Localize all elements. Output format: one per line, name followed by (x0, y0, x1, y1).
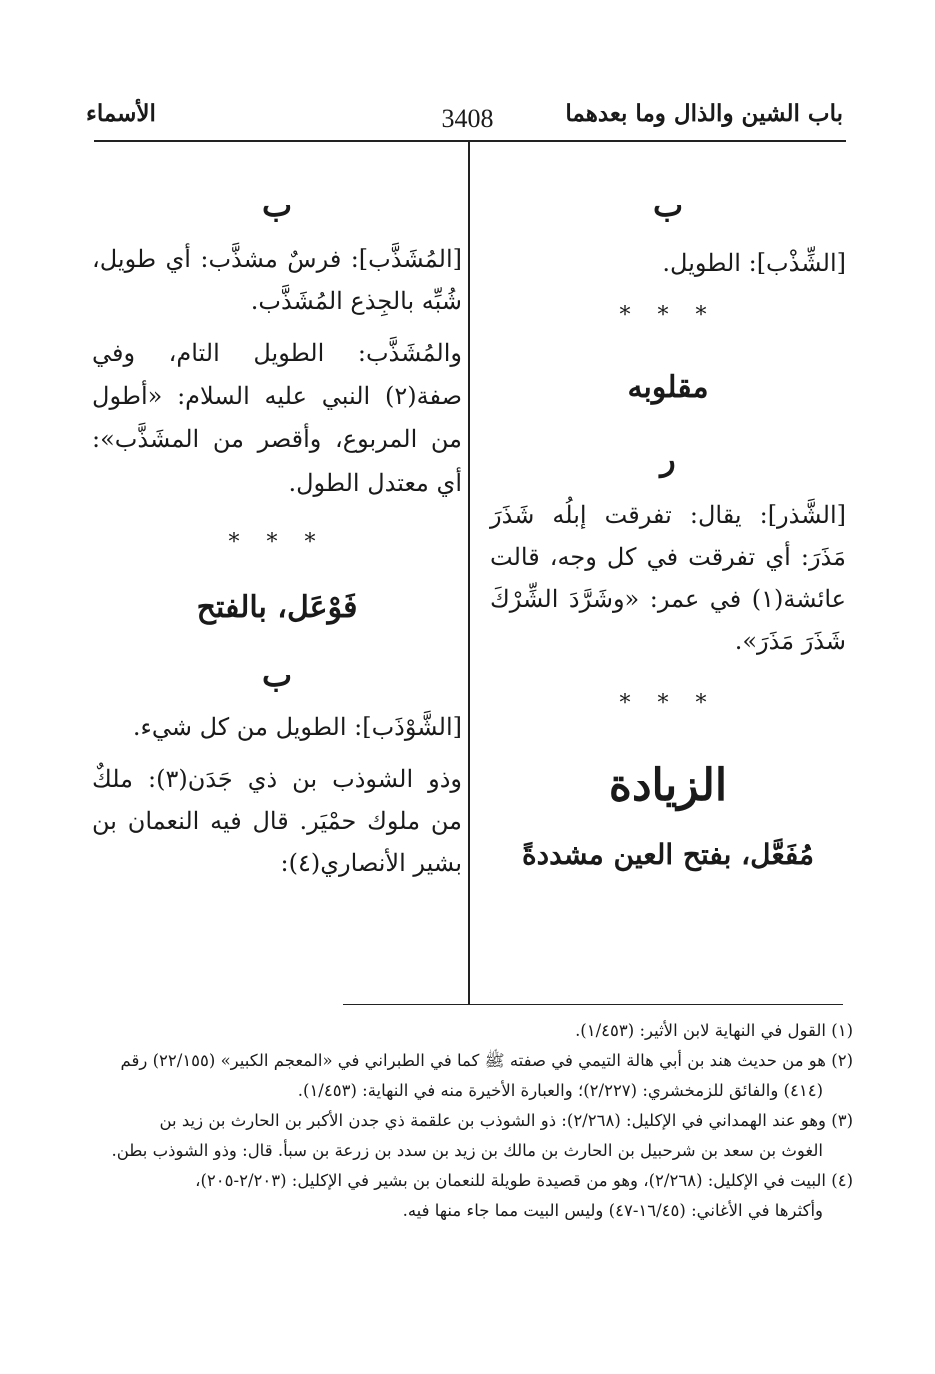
dictionary-entry: [الشِّذْب]: الطويل. (662, 249, 846, 277)
dictionary-entry: والمُشَذَّب: الطويل التام، وفي صفة(٢) النبي عليه السلام: «أطول من المربوع، وأقصر من المشَذَّب»: أي معتدل الطول. (92, 339, 462, 497)
section-heading: الزيادة (608, 759, 728, 811)
footnote: (٣) وهو عند الهمداني في الإكليل: (٢/٢٦٨): ذو الشوذب بن علقمة ذي جدن الأكبر بن الحارث بن زيد بن (159, 1111, 853, 1130)
section-separator: * * * (228, 529, 326, 555)
dictionary-entry: [المُشَذَّب]: فرسٌ مشذَّب: أي طويل، شُبِّه بالجِذع المُشَذَّب. (92, 245, 462, 315)
dictionary-entry: وذو الشوذب بن ذي جَدَن(٣): ملكٌ من ملوك حمْيَر. قال فيه النعمان بن بشير الأنصاري(٤): (92, 765, 463, 878)
running-header-section: الأسماء (86, 100, 156, 127)
footnote-rule (343, 1004, 843, 1005)
footnotes (88, 1016, 853, 1226)
footnote: (٤) البيت في الإكليل: (٢/٢٦٨)، وهو من قصيدة طويلة للنعمان بن بشير في الإكليل: (٢/٢٠٣-٢٠٥)، (195, 1171, 853, 1190)
subsection-heading: مُفَعَّل، بفتح العين مشددةً (521, 838, 815, 872)
footnote: (١) القول في النهاية لابن الأثير: (١/٤٥٣). (575, 1021, 853, 1040)
left-column (92, 178, 462, 884)
section-heading: مقلوبه (627, 369, 709, 405)
letter-heading: ر (660, 439, 676, 478)
running-header-chapter: باب الشين والذال وما بعدهما (565, 100, 843, 127)
header-rule (94, 140, 846, 142)
page-number: 3408 (441, 104, 494, 133)
letter-heading: ب (652, 186, 684, 224)
section-separator: * * * (619, 303, 717, 329)
dictionary-entry: [الشَّذر]: يقال: تفرقت إبلُه شَذَرَ مَذَرَ: أي تفرقت في كل وجه، قالت عائشة(١) في عمر: «وشَرَّدَ الشِّرْكَ شَذَرَ مَذَرَ». (490, 500, 846, 655)
dictionary-entry: [الشَّوْذَب]: الطويل من كل شيء. (132, 712, 462, 741)
column-divider (468, 141, 470, 1005)
section-heading: فَوْعَل، بالفتح (196, 589, 358, 625)
letter-heading: ب (261, 655, 293, 694)
footnote: (٢) هو من حديث هند بن أبي هالة التيمي في صفته ﷺ كما في الطبراني في «المعجم الكبير» (٢٢/١٥٥) رقم (120, 1051, 853, 1070)
letter-heading: ب (261, 186, 293, 224)
footnote-continuation: الغوث بن سعد بن شرحبيل بن الحارث بن مالك بن زيد بن سدد بن زرعة بن سبأ. قال: وذو الشوذب بطن. (111, 1141, 823, 1160)
right-column (490, 178, 846, 890)
section-separator: * * * (619, 690, 717, 716)
footnote-continuation: وأكثرها في الأغاني: (١٦/٤٥-٤٧) وليس البيت مما جاء منها فيه. (402, 1201, 823, 1220)
footnote-continuation: (٤١٤) والفائق للزمخشري: (٢/٢٢٧)؛ والعبارة الأخيرة منه في النهاية: (١/٤٥٣). (297, 1081, 823, 1100)
